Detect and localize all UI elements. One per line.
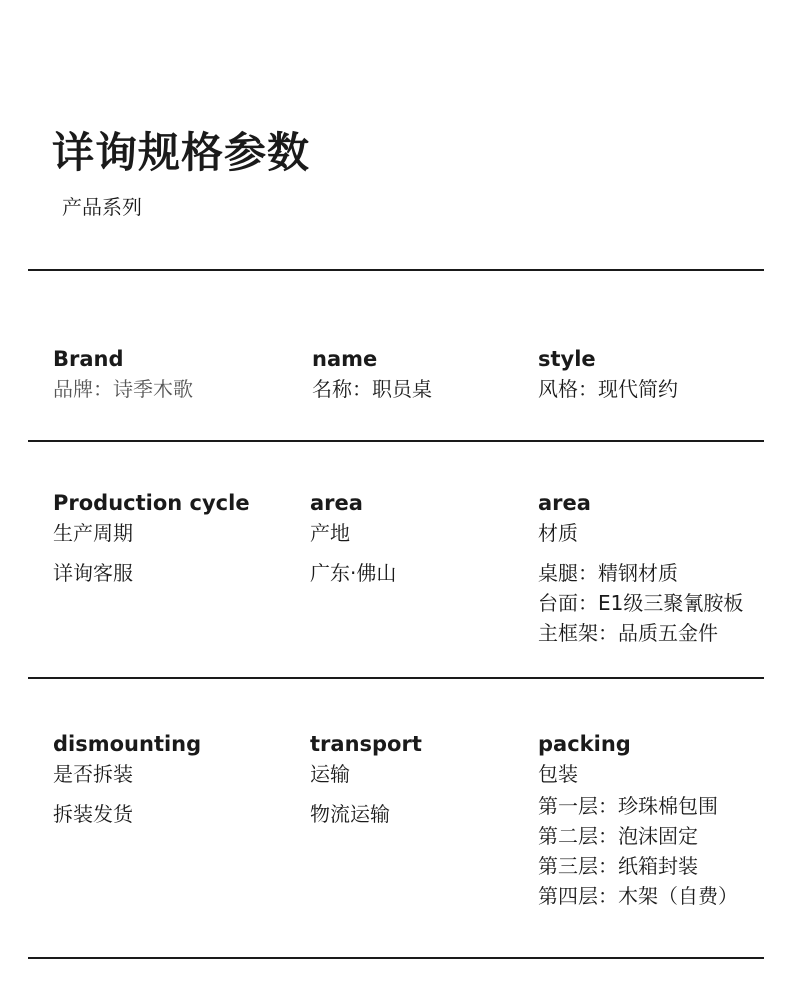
- spec-value: 名称：职员桌: [312, 377, 432, 401]
- spec-sublabel: 运输: [310, 762, 350, 786]
- spec-value: 第一层：珍珠棉包围: [538, 794, 718, 818]
- spec-value: 第三层：纸箱封装: [538, 854, 698, 878]
- spec-label: dismounting: [53, 732, 202, 756]
- spec-packing: [538, 731, 738, 911]
- spec-value: 物流运输: [310, 802, 390, 826]
- spec-label: transport: [310, 732, 422, 756]
- spec-sublabel: 是否拆装: [53, 762, 133, 786]
- spec-value: 台面：E1级三聚氰胺板: [538, 591, 744, 615]
- spec-brand: [53, 346, 193, 402]
- spec-label: Brand: [53, 347, 124, 371]
- spec-label: name: [312, 347, 378, 371]
- spec-value: 详询客服: [53, 561, 133, 585]
- spec-origin: [310, 490, 396, 588]
- spec-value: 桌腿：精钢材质: [538, 561, 678, 585]
- page-subtitle: 产品系列: [62, 195, 142, 219]
- spec-sublabel: 包装: [538, 762, 578, 786]
- spec-style: [538, 346, 678, 402]
- spec-label: area: [310, 491, 363, 515]
- spec-label: Production cycle: [53, 491, 250, 515]
- spec-label: style: [538, 347, 596, 371]
- spec-value: 品牌：诗季木歌: [53, 377, 193, 401]
- spec-material: [538, 490, 743, 648]
- spec-sublabel: 生产周期: [53, 521, 133, 545]
- divider-bottom: [28, 957, 764, 959]
- spec-dismounting: [53, 731, 201, 829]
- spec-production-cycle: [53, 490, 250, 588]
- spec-sublabel: 材质: [538, 521, 578, 545]
- spec-sublabel: 产地: [310, 521, 350, 545]
- spec-value: 广东·佛山: [310, 561, 397, 585]
- spec-label: area: [538, 491, 591, 515]
- divider-row1: [28, 440, 764, 442]
- page-title: 详询规格参数: [52, 128, 311, 177]
- spec-transport: [310, 731, 422, 829]
- spec-value: 拆装发货: [53, 802, 133, 826]
- spec-value: 第四层：木架（自费）: [538, 884, 738, 908]
- spec-value: 风格：现代简约: [538, 377, 678, 401]
- spec-value: 第二层：泡沫固定: [538, 824, 698, 848]
- divider-top: [28, 269, 764, 271]
- spec-name: [312, 346, 432, 402]
- divider-row2: [28, 677, 764, 679]
- spec-value: 主框架：品质五金件: [538, 621, 718, 645]
- spec-label: packing: [538, 732, 631, 756]
